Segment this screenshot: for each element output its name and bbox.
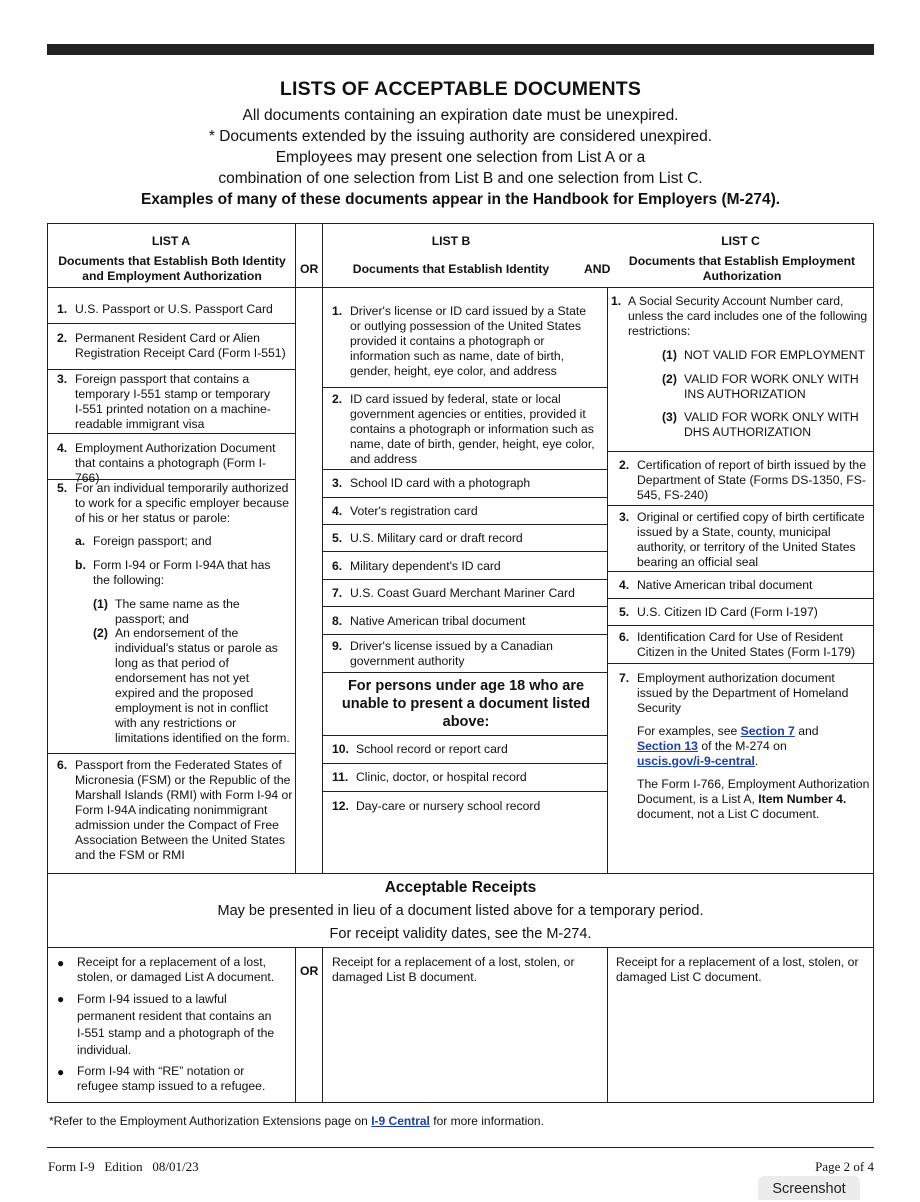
i9-central-link[interactable]: I-9 Central — [371, 1114, 430, 1128]
intro-line-2: * Documents extended by the issuing authority are considered unexpired. — [208, 128, 713, 145]
list-a-item-5b2-number: (2) — [93, 626, 108, 640]
receipt-a-1: Receipt for a replacement of a lost, stolen, or damaged List A document. — [77, 955, 275, 984]
form-edition: Form I-9 Edition 08/01/23 — [48, 1159, 199, 1174]
list-a-item-5b2: An endorsement of the individual's status or parole as long as that period of endorsement has not yet expired and the proposed employment is not in conflict with any restrictions or limitations identified on the form. — [115, 626, 290, 745]
receipts-line-2: For receipt validity dates, see the M-274. — [329, 926, 592, 942]
bullet-icon: ● — [57, 1065, 65, 1079]
list-a-item-3: Foreign passport that contains a temporary I-551 stamp or temporary I-551 printed notation on a machine-readable immigrant visa — [75, 372, 271, 431]
list-a-item-1: U.S. Passport or U.S. Passport Card — [75, 302, 273, 316]
list-b-item-9-number: 9. — [332, 639, 343, 653]
receipt-a-3: Form I-94 with “RE” notation or refugee stamp issued to a refugee. — [77, 1064, 266, 1093]
list-b-item-1: Driver's license or ID card issued by a State or outlying possession of the United States provided it contains a photograph or information such as name, date of birth, gender, height, eye color, and address — [350, 304, 587, 378]
list-b-item-7-number: 7. — [332, 586, 343, 600]
and-separator: AND — [584, 262, 611, 276]
list-c-title: LIST C — [721, 234, 760, 248]
receipt-b: Receipt for a replacement of a lost, stolen, or damaged List B document. — [332, 955, 575, 984]
list-a-title: LIST A — [151, 234, 191, 248]
refer-note: *Refer to the Employment Authorization Extensions page on I-9 Central for more information. — [49, 1114, 544, 1128]
list-c-restriction-1: NOT VALID FOR EMPLOYMENT — [684, 348, 866, 362]
bullet-icon: ● — [57, 956, 65, 970]
list-c-restriction-2: VALID FOR WORK ONLY WITH INS AUTHORIZATION — [684, 372, 859, 401]
list-b-description: Documents that Establish Identity — [352, 262, 550, 276]
list-c-restriction-3: VALID FOR WORK ONLY WITH DHS AUTHORIZATION — [684, 410, 859, 439]
list-b-item-5-number: 5. — [332, 531, 343, 545]
list-c-item-7: Employment authorization document issued by the Department of Homeland Security — [637, 671, 849, 715]
list-c-item-3: Original or certified copy of birth certificate issued by a State, county, municipal authority, or territory of the United States bearing an official seal — [637, 510, 865, 569]
receipts-or-separator: OR — [300, 964, 319, 978]
list-b-item-5: U.S. Military card or draft record — [350, 531, 523, 545]
list-c-item-4-number: 4. — [619, 578, 630, 592]
list-a-item-2: Permanent Resident Card or Alien Registration Receipt Card (Form I-551) — [75, 331, 286, 360]
section-7-link[interactable]: Section 7 — [740, 724, 795, 738]
list-b-item-2: ID card issued by federal, state or local government agencies or entities, provided it contains a photograph or information such as name, date of birth, gender, height, eye color, and address — [350, 392, 595, 466]
list-b-item-7: U.S. Coast Guard Merchant Mariner Card — [350, 586, 575, 600]
receipts-title: Acceptable Receipts — [384, 879, 537, 896]
list-b-item-3-number: 3. — [332, 476, 343, 490]
list-b-item-4-number: 4. — [332, 504, 343, 518]
list-a-item-5a-letter: a. — [75, 534, 86, 548]
list-a-description: Documents that Establish Both Identity and Employment Authorization — [58, 254, 286, 283]
intro-line-3: Employees may present one selection from List A or a — [275, 149, 646, 166]
list-a-item-4: Employment Authorization Document that contains a photograph (Form I-766) — [75, 441, 276, 485]
list-b-item-8: Native American tribal document — [350, 614, 526, 628]
list-a-item-5: For an individual temporarily authorized to work for a specific employer because of his or her status or parole: — [75, 481, 290, 525]
list-c-restriction-3-number: (3) — [662, 410, 677, 424]
list-c-item-6-number: 6. — [619, 630, 630, 644]
list-b-item-12: Day-care or nursery school record — [356, 799, 541, 813]
list-c-note: The Form I-766, Employment Authorization Document, is a List A, Item Number 4. document, not a List C document. — [637, 777, 870, 821]
intro-line-4: combination of one selection from List B and one selection from List C. — [218, 170, 703, 187]
list-c-item-1: A Social Security Account Number card, unless the card includes one of the following restrictions: — [628, 294, 868, 338]
list-a-item-5b: Form I-94 or Form I-94A that has the following: — [93, 558, 271, 587]
list-b-item-10-number: 10. — [332, 742, 349, 756]
list-a-item-4-number: 4. — [57, 441, 68, 455]
list-c-item-5: U.S. Citizen ID Card (Form I-197) — [637, 605, 818, 619]
list-b-item-3: School ID card with a photograph — [350, 476, 531, 490]
list-b-item-1-number: 1. — [332, 304, 343, 318]
list-c-restriction-1-number: (1) — [662, 348, 677, 362]
list-b-item-9: Driver's license issued by a Canadian government authority — [350, 639, 553, 668]
section-13-link[interactable]: Section 13 — [637, 739, 698, 753]
uscis-i9-central-link[interactable]: uscis.gov/i-9-central — [637, 754, 755, 768]
top-rule — [47, 44, 874, 55]
list-c-item-7-number: 7. — [619, 671, 630, 685]
list-c-restriction-2-number: (2) — [662, 372, 677, 386]
list-a-item-1-number: 1. — [57, 302, 68, 316]
list-c-item-1-number: 1. — [611, 294, 622, 308]
list-c-item-6: Identification Card for Use of Resident Citizen in the United States (Form I-179) — [637, 630, 856, 659]
list-a-item-5b-letter: b. — [75, 558, 86, 572]
list-b-item-8-number: 8. — [332, 614, 343, 628]
receipt-c: Receipt for a replacement of a lost, stolen, or damaged List C document. — [616, 955, 859, 984]
receipt-a-2: Form I-94 issued to a lawful permanent resident that contains an I-551 stamp and a photograph of the individual. — [77, 992, 275, 1057]
list-b-item-4: Voter's registration card — [350, 504, 478, 518]
list-a-item-6-number: 6. — [57, 758, 68, 772]
list-a-item-3-number: 3. — [57, 372, 68, 386]
list-b-item-11: Clinic, doctor, or hospital record — [356, 770, 527, 784]
page-number: Page 2 of 4 — [815, 1159, 874, 1174]
list-b-item-2-number: 2. — [332, 392, 343, 406]
intro-line-1: All documents containing an expiration date must be unexpired. — [242, 107, 679, 124]
or-separator: OR — [300, 262, 319, 276]
list-a-item-6: Passport from the Federated States of Micronesia (FSM) or the Republic of the Marshall Islands (RMI) with Form I-94 or Form I-94A indicating nonimmigrant admission under the Compact of Free Association Between the United States and the FSM or RMI — [75, 758, 293, 862]
list-c-item-5-number: 5. — [619, 605, 630, 619]
list-b-item-11-number: 11. — [332, 770, 349, 784]
intro-bold-line: Examples of many of these documents appear in the Handbook for Employers (M-274). — [140, 191, 781, 208]
list-c-item-4: Native American tribal document — [637, 578, 813, 592]
page-title: LISTS OF ACCEPTABLE DOCUMENTS — [279, 78, 642, 100]
list-b-item-6-number: 6. — [332, 559, 343, 573]
list-b-title: LIST B — [431, 234, 471, 248]
list-a-item-5-number: 5. — [57, 481, 68, 495]
receipts-line-1: May be presented in lieu of a document listed above for a temporary period. — [217, 903, 704, 919]
list-a-item-5b1-number: (1) — [93, 597, 108, 611]
list-c-item-2-number: 2. — [619, 458, 630, 472]
list-c-description: Documents that Establish Employment Authorization — [628, 254, 856, 283]
under-18-heading: For persons under age 18 who are unable to present a document listed above: — [341, 678, 591, 730]
list-c-item-3-number: 3. — [619, 510, 630, 524]
list-c-item-2: Certification of report of birth issued by the Department of State (Forms DS-1350, FS-545, FS-240) — [637, 458, 866, 502]
bullet-icon: ● — [57, 992, 65, 1006]
list-a-item-5a: Foreign passport; and — [93, 534, 212, 548]
list-c-examples: For examples, see Section 7 and Section 13 of the M-274 on uscis.gov/i-9-central. — [637, 724, 819, 768]
list-b-item-6: Military dependent's ID card — [350, 559, 501, 573]
list-b-item-10: School record or report card — [356, 742, 508, 756]
list-a-item-2-number: 2. — [57, 331, 68, 345]
screenshot-badge[interactable]: Screenshot — [758, 1176, 860, 1200]
list-b-item-12-number: 12. — [332, 799, 349, 813]
list-a-item-5b1: The same name as the passport; and — [115, 597, 240, 626]
